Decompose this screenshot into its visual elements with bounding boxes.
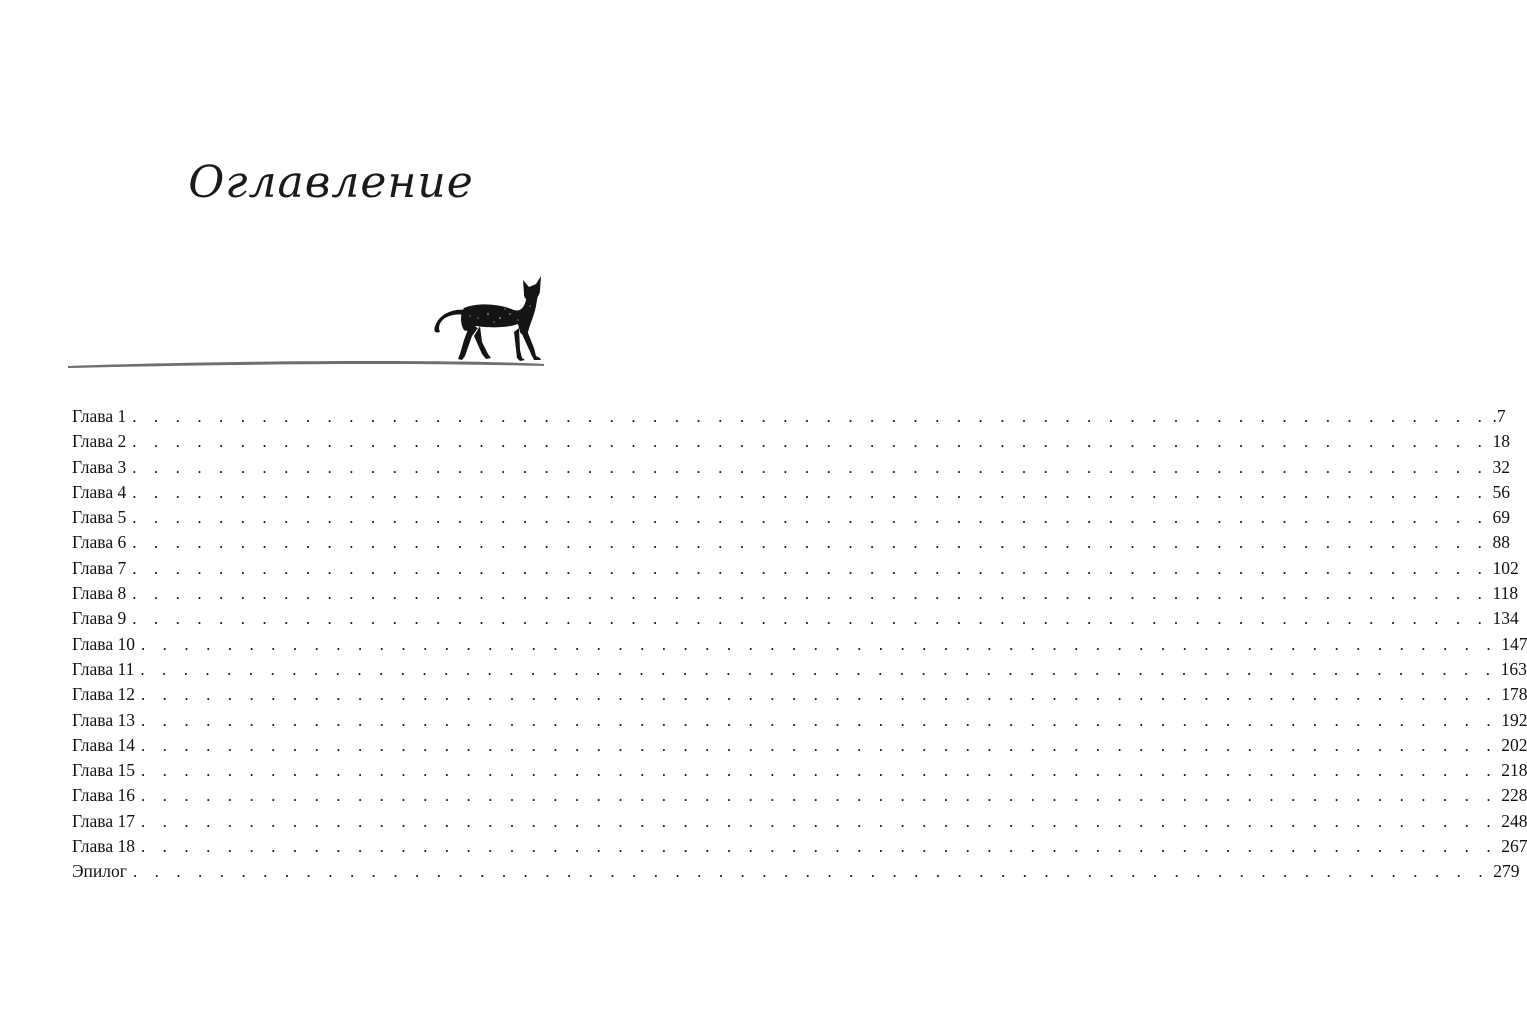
toc-leader-dots: . . . . . . . . . . . . . . . . . . . . . . . . . . . . . . . . . . . . . . . . . . . . . . . . . . . . . . . . . . . . . . . xyxy=(140,786,1498,806)
toc-leader-dots: . . . . . . . . . . . . . . . . . . . . . . . . . . . . . . . . . . . . . . . . . . . . . . . . . . . . . . . . . . . . . . . xyxy=(132,457,1489,477)
toc-leader-dots: . . . . . . . . . . . . . . . . . . . . . . . . . . . . . . . . . . . . . . . . . . . . . . . . . . . . . . . . . . . . . . . xyxy=(132,609,1489,629)
page-title: Оглавление xyxy=(188,157,474,208)
toc-leader-dots: . . . . . . . . . . . . . . . . . . . . . . . . . . . . . . . . . . . . . . . . . . . . . . . . . . . . . . . . . . . . . . . xyxy=(132,558,1489,578)
toc-entry-page: 32 xyxy=(1492,456,1510,477)
toc-entry-label: Глава 18 xyxy=(72,836,135,857)
toc-entry-page: 248 xyxy=(1501,810,1527,831)
toc-entry[interactable] xyxy=(72,455,1510,480)
toc-entry[interactable] xyxy=(72,632,1527,657)
toc-entry-page: 163 xyxy=(1500,658,1527,679)
toc-entry-label: Глава 12 xyxy=(72,684,135,705)
toc-leader-dots: . . . . . . . . . . . . . . . . . . . . . . . . . . . . . . . . . . . . . . . . . . . . . . . . . . . . . . . . . . . . . . . xyxy=(140,710,1498,730)
toc-leader-dots: . . . . . . . . . . . . . . . . . . . . . . . . . . . . . . . . . . . . . . . . . . . . . . . . . . . . . . . . . . . . . . . xyxy=(132,533,1489,553)
toc-entry-label: Глава 15 xyxy=(72,760,135,781)
toc-entry-label: Глава 4 xyxy=(72,481,127,502)
table-of-contents xyxy=(72,404,1527,885)
toc-entry-label: Глава 11 xyxy=(72,658,135,679)
toc-entry[interactable] xyxy=(72,480,1510,505)
toc-entry-label: Глава 8 xyxy=(72,583,127,604)
toc-entry-page: 267 xyxy=(1501,836,1527,857)
toc-leader-dots: . . . . . . . . . . . . . . . . . . . . . . . . . . . . . . . . . . . . . . . . . . . . . . . . . . . . . . . . . . . . . . . xyxy=(132,407,1489,426)
toc-entry[interactable] xyxy=(72,809,1527,834)
toc-entry-label: Глава 16 xyxy=(72,785,135,806)
divider-line xyxy=(68,361,544,368)
toc-entry-label: Глава 2 xyxy=(72,431,127,452)
toc-entry-epilogue[interactable] xyxy=(72,859,1520,884)
toc-entry[interactable] xyxy=(72,834,1527,859)
toc-leader-dots: . . . . . . . . . . . . . . . . . . . . . . . . . . . . . . . . . . . . . . . . . . . . . . . . . . . . . . . . . . . . . . . xyxy=(140,761,1498,781)
toc-entry-label: Глава 7 xyxy=(72,557,127,578)
toc-entry-page: 88 xyxy=(1492,532,1510,553)
toc-entry[interactable] xyxy=(72,657,1527,682)
toc-entry-label: Глава 1 xyxy=(72,406,127,426)
toc-entry-page: 279 xyxy=(1493,861,1520,882)
toc-entry-page: 192 xyxy=(1501,709,1527,730)
toc-leader-dots: . . . . . . . . . . . . . . . . . . . . . . . . . . . . . . . . . . . . . . . . . . . . . . . . . . . . . . . . . . . . . . . xyxy=(140,735,1498,755)
toc-entry-page: 102 xyxy=(1492,557,1519,578)
toc-entry-page: 134 xyxy=(1492,608,1519,629)
toc-leader-dots: . . . . . . . . . . . . . . . . . . . . . . . . . . . . . . . . . . . . . . . . . . . . . . . . . . . . . . . . . . . . . . . xyxy=(132,862,1490,882)
toc-entry-label: Глава 13 xyxy=(72,709,135,730)
toc-entry[interactable] xyxy=(72,404,1506,429)
toc-entry-page: 178 xyxy=(1501,684,1527,705)
toc-entry-page: 228 xyxy=(1501,785,1527,806)
toc-entry[interactable] xyxy=(72,505,1510,530)
toc-leader-dots: . . . . . . . . . . . . . . . . . . . . . . . . . . . . . . . . . . . . . . . . . . . . . . . . . . . . . . . . . . . . . . . xyxy=(132,482,1489,502)
toc-entry-page: 147 xyxy=(1501,633,1527,654)
toc-entry[interactable] xyxy=(72,429,1510,454)
toc-entry-label: Глава 17 xyxy=(72,810,135,831)
toc-entry-label: Эпилог xyxy=(72,861,127,882)
toc-leader-dots: . . . . . . . . . . . . . . . . . . . . . . . . . . . . . . . . . . . . . . . . . . . . . . . . . . . . . . . . . . . . . . . xyxy=(140,811,1498,831)
toc-entry[interactable] xyxy=(72,581,1519,606)
toc-leader-dots: . . . . . . . . . . . . . . . . . . . . . . . . . . . . . . . . . . . . . . . . . . . . . . . . . . . . . . . . . . . . . . . xyxy=(132,432,1489,452)
toc-entry-page: 218 xyxy=(1501,760,1527,781)
toc-entry-page: 18 xyxy=(1492,431,1510,452)
toc-entry-label: Глава 5 xyxy=(72,507,127,528)
toc-entry-page: 202 xyxy=(1501,734,1527,755)
toc-entry-page: .7 xyxy=(1492,406,1506,426)
toc-entry[interactable] xyxy=(72,606,1519,631)
cat-illustration xyxy=(68,270,546,380)
toc-leader-dots: . . . . . . . . . . . . . . . . . . . . . . . . . . . . . . . . . . . . . . . . . . . . . . . . . . . . . . . . . . . . . . . xyxy=(132,508,1489,528)
toc-entry[interactable] xyxy=(72,708,1527,733)
toc-entry-page: 118 xyxy=(1492,583,1519,604)
toc-leader-dots: . . . . . . . . . . . . . . . . . . . . . . . . . . . . . . . . . . . . . . . . . . . . . . . . . . . . . . . . . . . . . . . xyxy=(140,659,1497,679)
toc-entry[interactable] xyxy=(72,556,1519,581)
toc-entry-label: Глава 9 xyxy=(72,608,127,629)
toc-leader-dots: . . . . . . . . . . . . . . . . . . . . . . . . . . . . . . . . . . . . . . . . . . . . . . . . . . . . . . . . . . . . . . . xyxy=(140,685,1498,705)
toc-entry[interactable] xyxy=(72,758,1527,783)
toc-entry[interactable] xyxy=(72,682,1527,707)
toc-leader-dots: . . . . . . . . . . . . . . . . . . . . . . . . . . . . . . . . . . . . . . . . . . . . . . . . . . . . . . . . . . . . . . . xyxy=(140,837,1498,857)
toc-entry[interactable] xyxy=(72,733,1527,758)
toc-entry-label: Глава 6 xyxy=(72,532,127,553)
toc-leader-dots: . . . . . . . . . . . . . . . . . . . . . . . . . . . . . . . . . . . . . . . . . . . . . . . . . . . . . . . . . . . . . . . xyxy=(132,584,1489,604)
cat-divider xyxy=(68,270,546,380)
toc-entry[interactable] xyxy=(72,783,1527,808)
toc-entry-page: 69 xyxy=(1492,507,1510,528)
toc-entry-label: Глава 14 xyxy=(72,734,135,755)
toc-entry-page: 56 xyxy=(1492,481,1510,502)
toc-entry[interactable] xyxy=(72,530,1510,555)
toc-entry-label: Глава 10 xyxy=(72,633,135,654)
toc-entry-label: Глава 3 xyxy=(72,456,127,477)
toc-leader-dots: . . . . . . . . . . . . . . . . . . . . . . . . . . . . . . . . . . . . . . . . . . . . . . . . . . . . . . . . . . . . . . . xyxy=(140,634,1498,654)
cat-silhouette xyxy=(434,276,541,361)
